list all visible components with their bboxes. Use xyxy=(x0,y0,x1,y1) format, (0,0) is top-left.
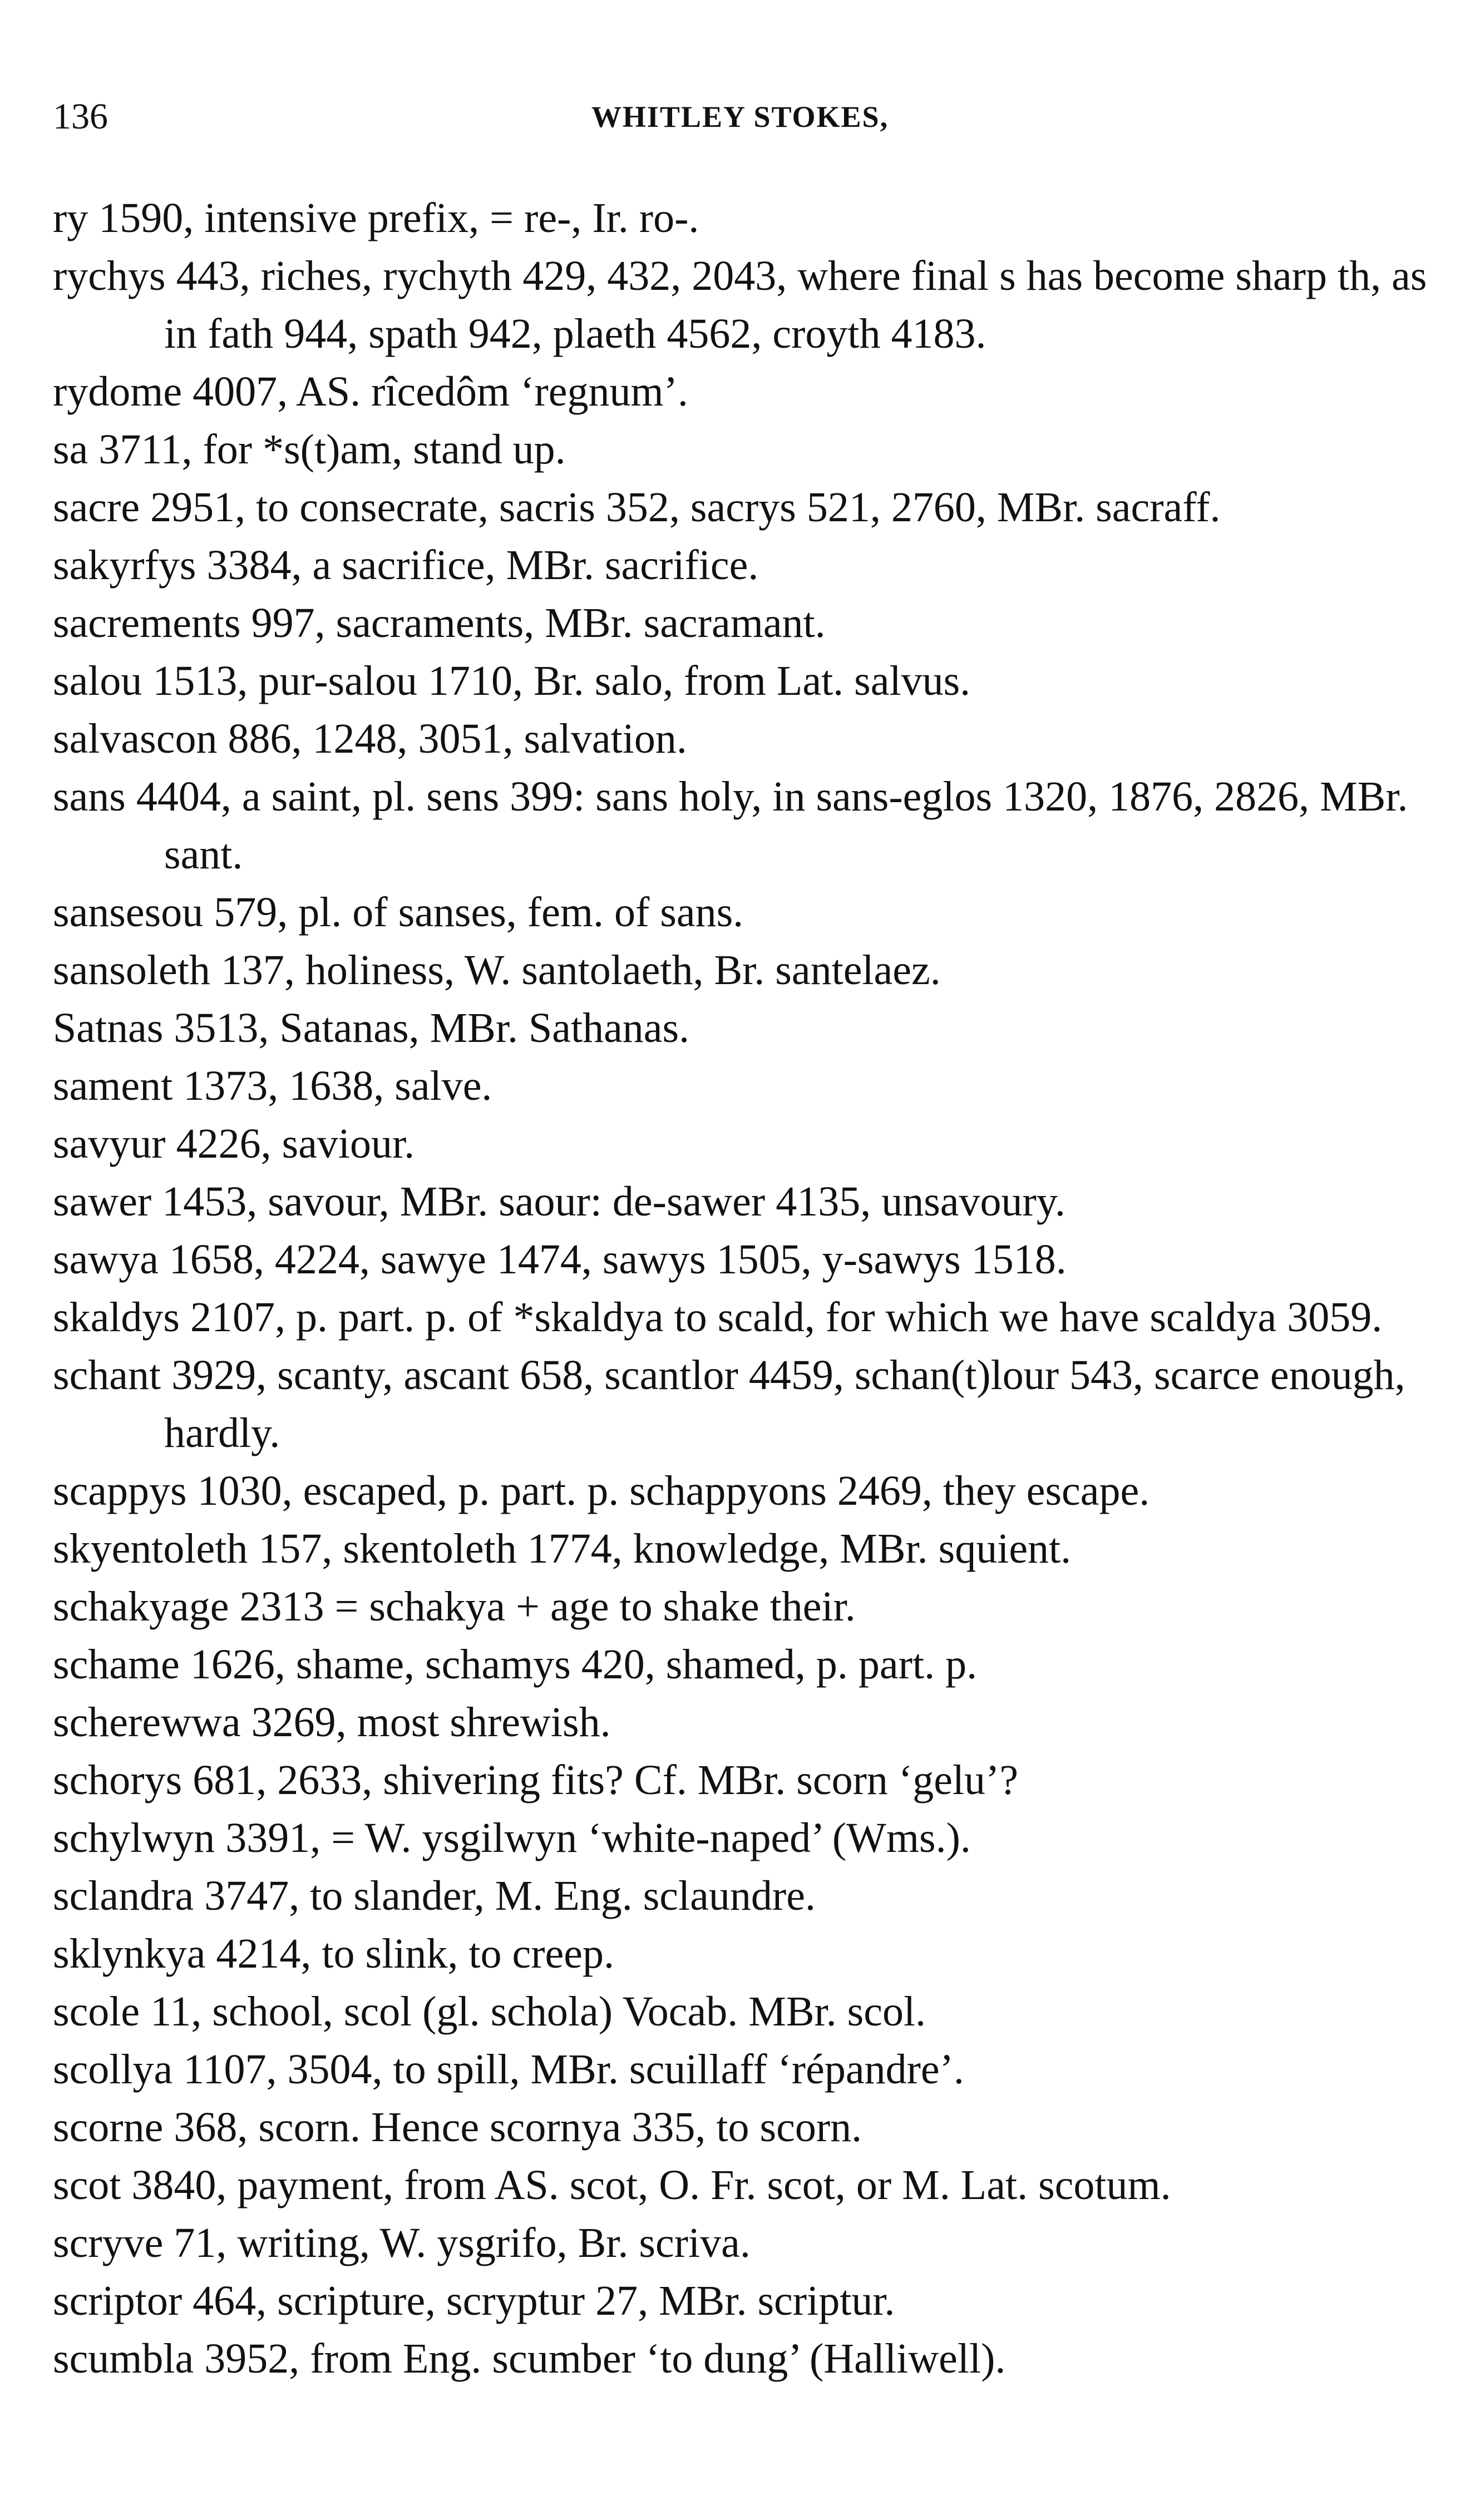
page-number: 136 xyxy=(53,96,108,137)
glossary-entries xyxy=(53,189,1427,2388)
glossary-entry: sclandra 3747, to slander, M. Eng. sclaundre. xyxy=(53,1872,816,1919)
glossary-entry: scherewwa 3269, most shrewish. xyxy=(53,1699,611,1746)
glossary-entry: schylwyn 3391, = W. ysgilwyn ‘white-naped’ (Wms.). xyxy=(53,1815,971,1861)
glossary-entry: savyur 4226, saviour. xyxy=(53,1120,415,1167)
glossary-entry: sakyrfys 3384, a sacrifice, MBr. sacrifice. xyxy=(53,542,759,589)
glossary-entry: sament 1373, 1638, salve. xyxy=(53,1063,492,1109)
page-header xyxy=(53,95,1427,139)
glossary-entry: salvascon 886, 1248, 3051, salvation. xyxy=(53,715,687,762)
glossary-entry: ry 1590, intensive prefix, = re-, Ir. ro-. xyxy=(53,195,699,241)
glossary-entry: sawya 1658, 4224, sawye 1474, sawys 1505, y-sawys 1518. xyxy=(53,1236,1067,1283)
glossary-entry: Satnas 3513, Satanas, MBr. Sathanas. xyxy=(53,1005,690,1051)
glossary-entry: rydome 4007, AS. rîcedôm ‘regnum’. xyxy=(53,368,688,415)
glossary-entry: sansesou 579, pl. of sanses, fem. of sans. xyxy=(53,889,744,936)
glossary-entry: sa 3711, for *s(t)am, stand up. xyxy=(53,426,566,473)
glossary-entry: skaldys 2107, p. part. p. of *skaldya to scald, for which we have scaldya 3059. xyxy=(53,1294,1383,1341)
glossary-entry: sans 4404, a saint, pl. sens 399: sans holy, in sans-eglos 1320, 1876, 2826, MBr. sant. xyxy=(53,773,1408,878)
glossary-entry: scot 3840, payment, from AS. scot, O. Fr. scot, or M. Lat. scotum. xyxy=(53,2162,1171,2208)
glossary-entry: sacrements 997, sacraments, MBr. sacramant. xyxy=(53,600,826,646)
glossary-entry: sacre 2951, to consecrate, sacris 352, sacrys 521, 2760, MBr. sacraff. xyxy=(53,484,1221,531)
glossary-entry: skyentoleth 157, skentoleth 1774, knowledge, MBr. squient. xyxy=(53,1525,1072,1572)
glossary-entry: scappys 1030, escaped, p. part. p. schappyons 2469, they escape. xyxy=(53,1467,1150,1514)
glossary-entry: scole 11, school, scol (gl. schola) Vocab. MBr. scol. xyxy=(53,1988,926,2035)
running-head: WHITLEY STOKES, xyxy=(591,100,889,134)
glossary-entry: schorys 681, 2633, shivering fits? Cf. MBr. scorn ‘gelu’? xyxy=(53,1757,1019,1803)
glossary-entry: sawer 1453, savour, MBr. saour: de-sawer 4135, unsavoury. xyxy=(53,1178,1065,1225)
glossary-entry: sklynkya 4214, to slink, to creep. xyxy=(53,1930,614,1977)
glossary-entry: sansoleth 137, holiness, W. santolaeth, Br. santelaez. xyxy=(53,947,941,994)
glossary-entry: schant 3929, scanty, ascant 658, scantlor 4459, schan(t)lour 543, scarce enough, hardly. xyxy=(53,1352,1405,1456)
glossary-entry: schakyage 2313 = schakya + age to shake their. xyxy=(53,1583,856,1630)
glossary-entry: scorne 368, scorn. Hence scornya 335, to scorn. xyxy=(53,2104,862,2151)
glossary-entry: rychys 443, riches, rychyth 429, 432, 2043, where final s has become sharp th, as in fath 944, spath 942, plaeth 4562, croyth 4183. xyxy=(53,253,1427,357)
glossary-entry: scollya 1107, 3504, to spill, MBr. scuillaff ‘répandre’. xyxy=(53,2046,964,2093)
glossary-entry: scriptor 464, scripture, scryptur 27, MBr. scriptur. xyxy=(53,2277,895,2324)
glossary-entry: scryve 71, writing, W. ysgrifo, Br. scriva. xyxy=(53,2220,751,2266)
glossary-entry: scumbla 3952, from Eng. scumber ‘to dung’ (Halliwell). xyxy=(53,2335,1006,2382)
glossary-entry: schame 1626, shame, schamys 420, shamed, p. part. p. xyxy=(53,1641,978,1688)
glossary-entry: salou 1513, pur-salou 1710, Br. salo, from Lat. salvus. xyxy=(53,658,971,704)
